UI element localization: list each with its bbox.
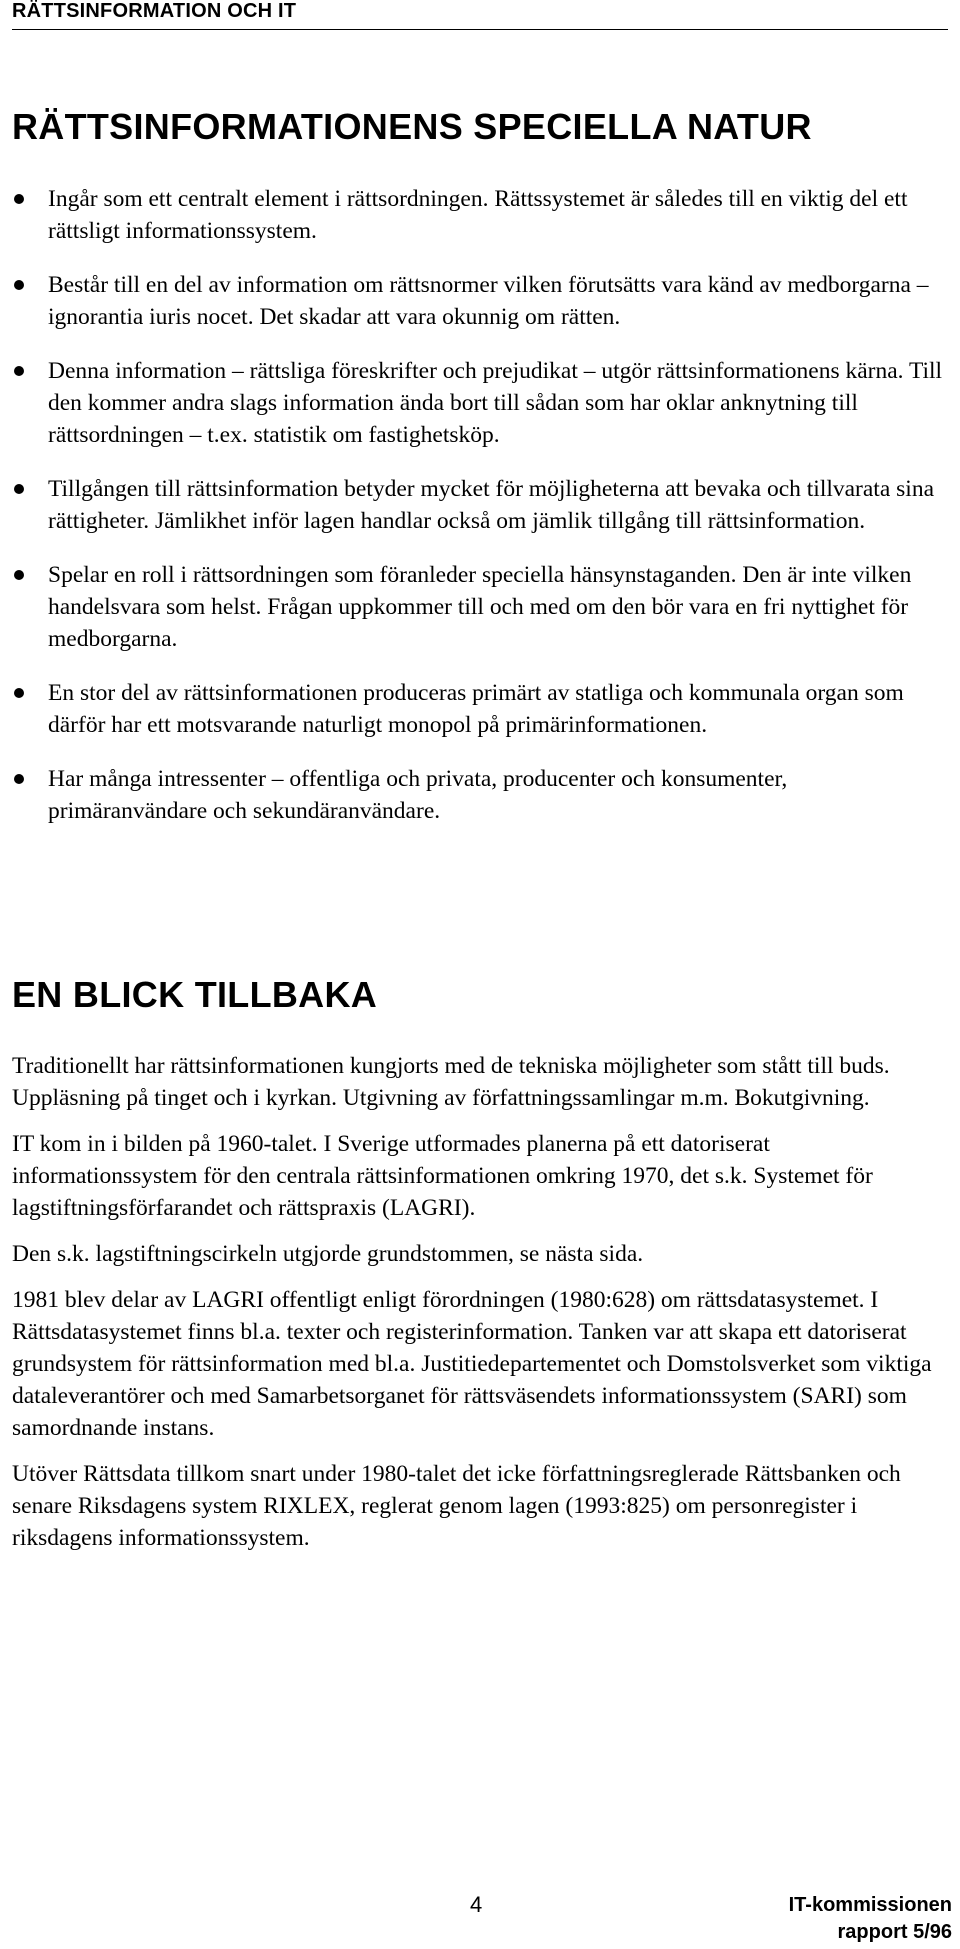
bullet-text: Spelar en roll i rättsordningen som föranleder speciella hänsynstaganden. Den är inte vilken handelsvara som helst. Frågan uppkommer till och med om den bör vara en fri nyttighet för medborgarna. [48, 562, 912, 652]
bullet-item [12, 763, 952, 827]
footer-report: rapport 5/96 [837, 1921, 952, 1943]
bullet-icon [14, 366, 24, 376]
bullet-item [12, 473, 952, 537]
bullet-list [12, 183, 952, 849]
bullet-icon [14, 484, 24, 494]
footer [789, 1892, 952, 1946]
bullet-item [12, 269, 952, 333]
bullet-item [12, 355, 952, 451]
paragraph: 1981 blev delar av LAGRI offentligt enligt förordningen (1980:628) om rättsdatasystemet. I Rättsdatasystemet finns bl.a. texter och registerinformation. Tanken var att skapa ett datoriserat grundsystem för rättsinformation med bl.a. Justitiedepartementet och Domstolsverket som viktiga dataleverantörer och med Samarbetsorganet för rättsväsendets informationssystem (SARI) som samordnande instans. [12, 1287, 932, 1441]
paragraph: Traditionellt har rättsinformationen kungjorts med de tekniska möjligheter som stått till buds. Uppläsning på tinget och i kyrkan. Utgivning av författningssamlingar m.m. Bokutgivning. [12, 1053, 890, 1111]
footer-publisher: IT-kommissionen [788, 1894, 952, 1916]
section-heading-en-blick-tillbaka: EN BLICK TILLBAKA [12, 974, 378, 1015]
paragraph: IT kom in i bilden på 1960-talet. I Sverige utformades planerna på ett datoriserat informationssystem för den centrala rättsinformationen omkring 1970, det s.k. Systemet för lagstiftningsförfarandet och rättspraxis (LAGRI). [12, 1131, 873, 1221]
section-heading-speciella-natur: RÄTTSINFORMATIONENS SPECIELLA NATUR [12, 106, 812, 147]
paragraph: Utöver Rättsdata tillkom snart under 1980-talet det icke författningsreglerade Rättsbanken och senare Riksdagens system RIXLEX, reglerat genom lagen (1993:825) om personregister i riksdagens informationssystem. [12, 1461, 901, 1551]
bullet-text: En stor del av rättsinformationen produceras primärt av statliga och kommunala organ som därför har ett motsvarande naturligt monopol på primärinformationen. [48, 680, 904, 738]
bullet-icon [14, 688, 24, 698]
running-header: RÄTTSINFORMATION OCH IT [12, 0, 297, 22]
bullet-icon [14, 774, 24, 784]
page-number: 4 [470, 1892, 483, 1917]
section-body [12, 1050, 957, 1568]
bullet-icon [14, 194, 24, 204]
bullet-text: Har många intressenter – offentliga och privata, producenter och konsumenter, primäranvändare och sekundäranvändare. [48, 766, 788, 824]
paragraph: Den s.k. lagstiftningscirkeln utgjorde grundstommen, se nästa sida. [12, 1241, 644, 1267]
bullet-item [12, 183, 952, 247]
header-rule [12, 29, 948, 30]
bullet-item [12, 559, 952, 655]
bullet-text: Tillgången till rättsinformation betyder mycket för möjligheterna att bevaka och tillvarata sina rättigheter. Jämlikhet inför lagen handlar också om jämlik tillgång till rättsinformation. [48, 476, 935, 534]
bullet-text: Ingår som ett centralt element i rättsordningen. Rättssystemet är således till en viktig del ett rättsligt informationssystem. [48, 186, 908, 244]
bullet-text: Består till en del av information om rättsnormer vilken förutsätts vara känd av medborgarna – ignorantia iuris nocet. Det skadar att vara okunnig om rätten. [48, 272, 929, 330]
bullet-icon [14, 280, 24, 290]
bullet-icon [14, 570, 24, 580]
bullet-text: Denna information – rättsliga föreskrifter och prejudikat – utgör rättsinformationens kärna. Till den kommer andra slags information ända bort till sådan som har oklar anknytning till rättsordningen – t.ex. statistik om fastighetsköp. [48, 358, 943, 448]
bullet-item [12, 677, 952, 741]
